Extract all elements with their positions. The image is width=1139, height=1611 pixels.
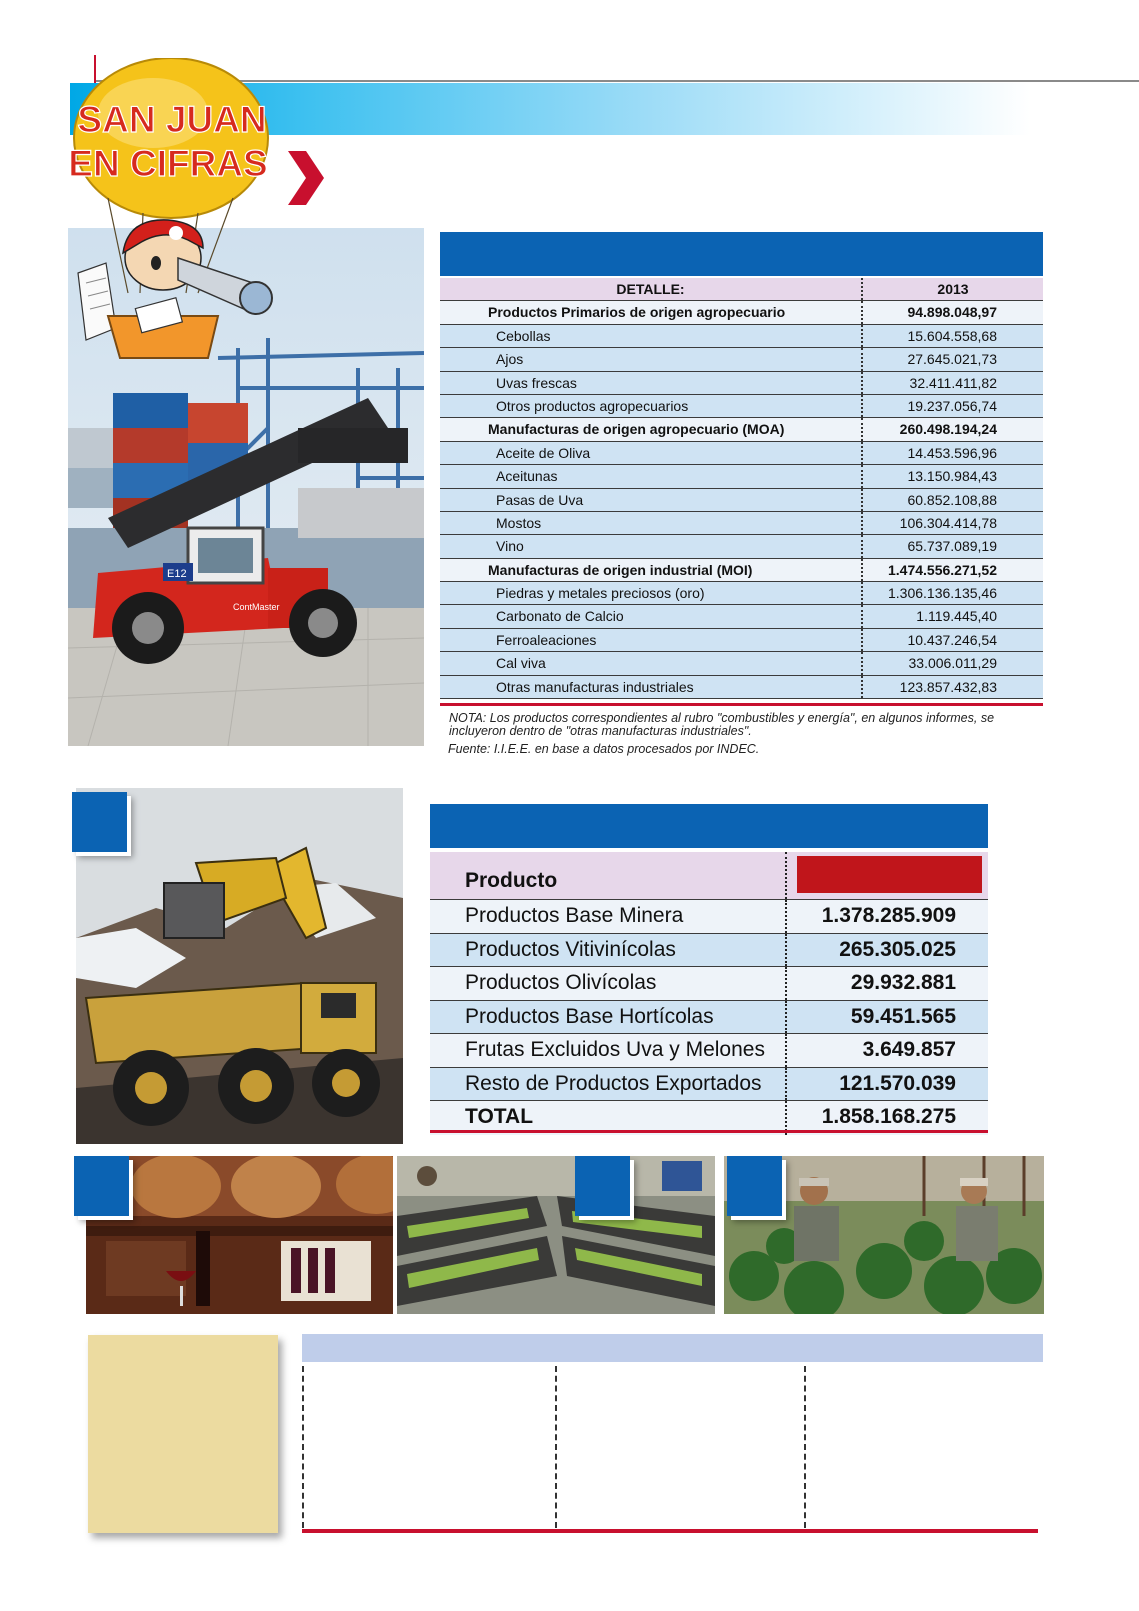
exports-by-category-table bbox=[440, 278, 1043, 699]
table1-note: NOTA: Los productos correspondientes al rubro "combustibles y energía", en algunos informes, se incluyeron dentro de "otras manufacturas industriales". bbox=[449, 711, 995, 738]
table2-red-rule bbox=[430, 1130, 988, 1133]
table2-row-label: Frutas Excluidos Uva y Melones bbox=[430, 1034, 787, 1067]
logo-line-1: SAN JUAN bbox=[77, 99, 267, 140]
exports-by-product-table bbox=[430, 852, 988, 1135]
horticulture-blue-square bbox=[727, 1156, 782, 1216]
table1-row-value: 32.411.411,82 bbox=[909, 374, 997, 391]
table2-row-label: Productos Base Hortícolas bbox=[430, 1001, 787, 1034]
olive-blue-square bbox=[575, 1156, 630, 1216]
table2-row-label: Productos Vitivinícolas bbox=[430, 934, 787, 967]
table1-row-value: 1.474.556.271,52 bbox=[888, 561, 997, 578]
table1-row-label: Carbonato de Calcio bbox=[440, 605, 863, 627]
table2-total-value: 1.858.168.275 bbox=[821, 1105, 956, 1128]
bottom-divider-left bbox=[302, 1366, 304, 1528]
table1-row bbox=[440, 559, 1043, 582]
table1-row-label: Otras manufacturas industriales bbox=[440, 676, 863, 698]
table1-header-row bbox=[440, 278, 1043, 301]
table1-row-label: Ferroaleaciones bbox=[440, 629, 863, 651]
table1-row bbox=[440, 372, 1043, 395]
table1-row bbox=[440, 325, 1043, 348]
table2-row bbox=[430, 1001, 988, 1035]
table1-row-value: 15.604.558,68 bbox=[907, 327, 997, 344]
table2-row bbox=[430, 1068, 988, 1102]
table2-row-value: 59.451.565 bbox=[850, 1004, 956, 1028]
table1-row bbox=[440, 582, 1043, 605]
bottom-divider-right bbox=[804, 1366, 806, 1528]
table1-row-value: 94.898.048,97 bbox=[907, 304, 997, 321]
table2-col-product: Producto bbox=[430, 852, 787, 899]
table1-row-label: Uvas frescas bbox=[440, 372, 863, 394]
table1-row-label: Cal viva bbox=[440, 652, 863, 674]
wine-cellar-photo bbox=[86, 1156, 393, 1314]
table1-title-bar bbox=[440, 232, 1043, 276]
table1-row-label: Manufacturas de origen agropecuario (MOA) bbox=[440, 418, 863, 440]
table2-red-header-cell bbox=[797, 856, 982, 893]
table1-row-label: Ajos bbox=[440, 348, 863, 370]
bottom-divider-middle bbox=[555, 1366, 557, 1528]
table2-row-label: Resto de Productos Exportados bbox=[430, 1068, 787, 1101]
table2-header-row bbox=[430, 852, 988, 900]
table1-row-value: 1.119.445,40 bbox=[916, 608, 997, 625]
table1-row-value: 19.237.056,74 bbox=[907, 397, 997, 414]
table2-row bbox=[430, 934, 988, 968]
table2-row-value: 121.570.039 bbox=[839, 1071, 956, 1095]
table1-row-value: 65.737.089,19 bbox=[907, 538, 997, 555]
table2-row-label: Productos Base Minera bbox=[430, 900, 787, 933]
table1-row bbox=[440, 395, 1043, 418]
table2-title-bar bbox=[430, 804, 988, 848]
table1-row-label: Pasas de Uva bbox=[440, 489, 863, 511]
mining-blue-square bbox=[72, 792, 127, 852]
table1-row bbox=[440, 629, 1043, 652]
table1-row-value: 13.150.984,43 bbox=[907, 468, 997, 485]
table1-row bbox=[440, 676, 1043, 699]
chevron-right-icon bbox=[286, 151, 326, 205]
san-juan-en-cifras-logo bbox=[68, 58, 278, 368]
table1-row bbox=[440, 605, 1043, 628]
table2-row bbox=[430, 900, 988, 934]
table1-row-value: 260.498.194,24 bbox=[899, 421, 997, 438]
table2-row bbox=[430, 1034, 988, 1068]
table1-row-label: Vino bbox=[440, 535, 863, 557]
table1-row-value: 123.857.432,83 bbox=[899, 678, 997, 695]
bottom-table-header-band bbox=[302, 1334, 1043, 1362]
table1-red-rule bbox=[440, 703, 1043, 706]
table1-row-label: Aceitunas bbox=[440, 465, 863, 487]
table1-row bbox=[440, 652, 1043, 675]
table1-row-value: 60.852.108,88 bbox=[907, 491, 997, 508]
table2-row-value: 29.932.881 bbox=[850, 971, 956, 994]
table1-row bbox=[440, 442, 1043, 465]
table1-row bbox=[440, 418, 1043, 441]
table2-row-value: 3.649.857 bbox=[862, 1038, 956, 1061]
olive-harvest-photo bbox=[397, 1156, 715, 1314]
table1-row bbox=[440, 301, 1043, 324]
logo-line-2: EN CIFRAS bbox=[68, 143, 268, 184]
table1-row bbox=[440, 348, 1043, 371]
table1-row bbox=[440, 489, 1043, 512]
table2-row-label: Productos Olivícolas bbox=[430, 967, 787, 1000]
table1-col-detail: DETALLE: bbox=[440, 278, 863, 300]
table1-row-value: 27.645.021,73 bbox=[907, 351, 997, 368]
bottom-beige-panel bbox=[88, 1335, 278, 1533]
table2-row-value: 265.305.025 bbox=[839, 937, 956, 961]
table2-row-value: 1.378.285.909 bbox=[821, 904, 956, 927]
table1-row-label: Mostos bbox=[440, 512, 863, 534]
stacker-brand-text: ContMaster bbox=[233, 602, 280, 612]
table1-row bbox=[440, 465, 1043, 488]
table1-row-value: 1.306.136.135,46 bbox=[888, 585, 997, 602]
table1-row-label: Manufacturas de origen industrial (MOI) bbox=[440, 559, 863, 581]
table1-row-label: Piedras y metales preciosos (oro) bbox=[440, 582, 863, 604]
table1-row bbox=[440, 512, 1043, 535]
stacker-code-text: E12 bbox=[167, 568, 187, 580]
table1-row-value: 33.006.011,29 bbox=[908, 655, 997, 672]
table1-row-label: Otros productos agropecuarios bbox=[440, 395, 863, 417]
table1-row-value: 14.453.596,96 bbox=[907, 444, 997, 461]
table1-row-label: Cebollas bbox=[440, 325, 863, 347]
table1-row-label: Productos Primarios de origen agropecuario bbox=[440, 301, 863, 323]
table1-row-value: 106.304.414,78 bbox=[899, 514, 997, 531]
table1-row-value: 10.437.246,54 bbox=[907, 631, 997, 648]
wine-blue-square bbox=[74, 1156, 129, 1216]
bottom-red-rule bbox=[302, 1529, 1038, 1533]
table1-col-year: 2013 bbox=[937, 281, 969, 297]
table2-col-value bbox=[787, 852, 988, 899]
table2-total-label: TOTAL bbox=[430, 1101, 787, 1135]
table1-row bbox=[440, 535, 1043, 558]
table1-source: Fuente: I.I.E.E. en base a datos procesados por INDEC. bbox=[448, 742, 760, 756]
table2-row bbox=[430, 967, 988, 1001]
table1-row-label: Aceite de Oliva bbox=[440, 442, 863, 464]
